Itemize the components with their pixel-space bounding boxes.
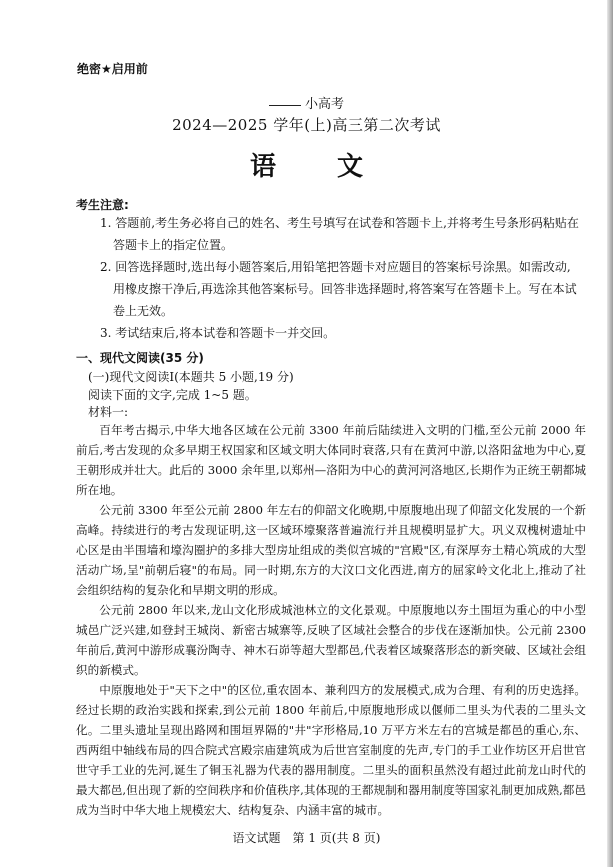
reading-instruction: 阅读下面的文字,完成 1~5 题。 — [88, 388, 257, 402]
notice-item: 3. 考试结束后,将本试卷和答题卡一并交回。 — [100, 326, 336, 340]
confidential-mark: 绝密★启用前 — [77, 62, 148, 76]
passage-paragraph: 中原腹地处于"天下之中"的区位,重农固本、兼利四方的发展模式,成为合理、有利的历史选择。经过长期的政治实践和探索,到公元前 1800 年前后,中原腹地形成以偃师二里头为代表的二里头文化。二里头遗址呈现出路网和围垣界隔的"井"字形格局,10 万平方米左右的宫城是都邑的重心,东、西两组中轴线布局的四合院式宫殿宗庙建筑成为后世宫室制度的先声,专门的手工业作坊区开启世官世守手工业的先河,诞生了铜玉礼器为代表的器用制度。二里头的面积虽然没有超过此前龙山时代的最大都邑,但出现了新的空间秩序和价值秩序,其体现的王都规制和器用制度等国家礼制更加成熟,都邑成为当时中华大地上规模宏大、结构复杂、内涵丰富的城市。 — [76, 683, 586, 817]
passage-paragraph: 公元前 2800 年以来,龙山文化形成城池林立的文化景观。中原腹地以夯土围垣为重心的中小型城邑广泛兴建,如登封王城岗、新密古城寨等,反映了区域社会整合的步伐在逐渐加快。公元前 2300 年前后,黄河中游形成襄汾陶寺、神木石峁等超大型都邑,代表着区域聚落形态的新突破、区域社会组织的新模式。 — [76, 603, 586, 677]
passage — [76, 420, 586, 820]
subsection-title: (一)现代文阅读Ⅰ(本题共 5 小题,19 分) — [88, 370, 294, 384]
notice-list — [100, 212, 582, 344]
notice-title: 考生注意: — [76, 198, 129, 212]
passage-paragraph: 公元前 3300 年至公元前 2800 年左右的仰韶文化晚期,中原腹地出现了仰韶文化发展的一个新高峰。持续进行的考古发现证明,这一区域环壕聚落普遍流行并且规模明显扩大。巩义双槐树遗址中心区是由半围墙和壕沟圈护的多排大型房址组成的类似宫城的"宫殿"区,有深厚夯土精心筑成的大型活动广场,呈"前朝后寝"的布局。同一时期,东方的大汶口文化西进,南方的屈家岭文化北上,推动了社会组织结构的复杂化和早期文明的形成。 — [76, 503, 586, 597]
notice-item: 2. 回答选择题时,选出每小题答案后,用铅笔把答题卡对应题目的答案标号涂黑。如需改动,用橡皮擦干净后,再选涂其他答案标号。回答非选择题时,将答案写在答题卡上。写在本试卷上无效。 — [100, 260, 577, 318]
material-label: 材料一: — [88, 405, 129, 419]
blank-line — [269, 105, 301, 106]
exam-series-text: 小高考 — [304, 97, 344, 112]
notice-item: 1. 答题前,考生务必将自己的姓名、考生号填写在试卷和答题卡上,并将考生号条形码粘贴在答题卡上的指定位置。 — [100, 216, 579, 252]
page-footer: 语文试题 第 1 页(共 8 页) — [232, 831, 381, 845]
exam-title: 2024—2025 学年(上)高三第二次考试 — [172, 116, 441, 134]
passage-paragraph: 百年考古揭示,中华大地各区域在公元前 3300 年前后陆续进入文明的门槛,至公元前 2000 年前后,考古发现的众多早期王权国家和区域文明大体同时衰落,只有在黄河中游,以洛阳盆地为中心,夏王朝形成并壮大。此后的 3000 余年里,以郑州—洛阳为中心的黄河河洛地区,长期作为正统王朝都城所在地。 — [76, 423, 586, 497]
section-title: 一、现代文阅读(35 分) — [76, 351, 204, 365]
subject-title: 语 文 — [249, 152, 390, 182]
exam-series-title — [0, 93, 613, 112]
